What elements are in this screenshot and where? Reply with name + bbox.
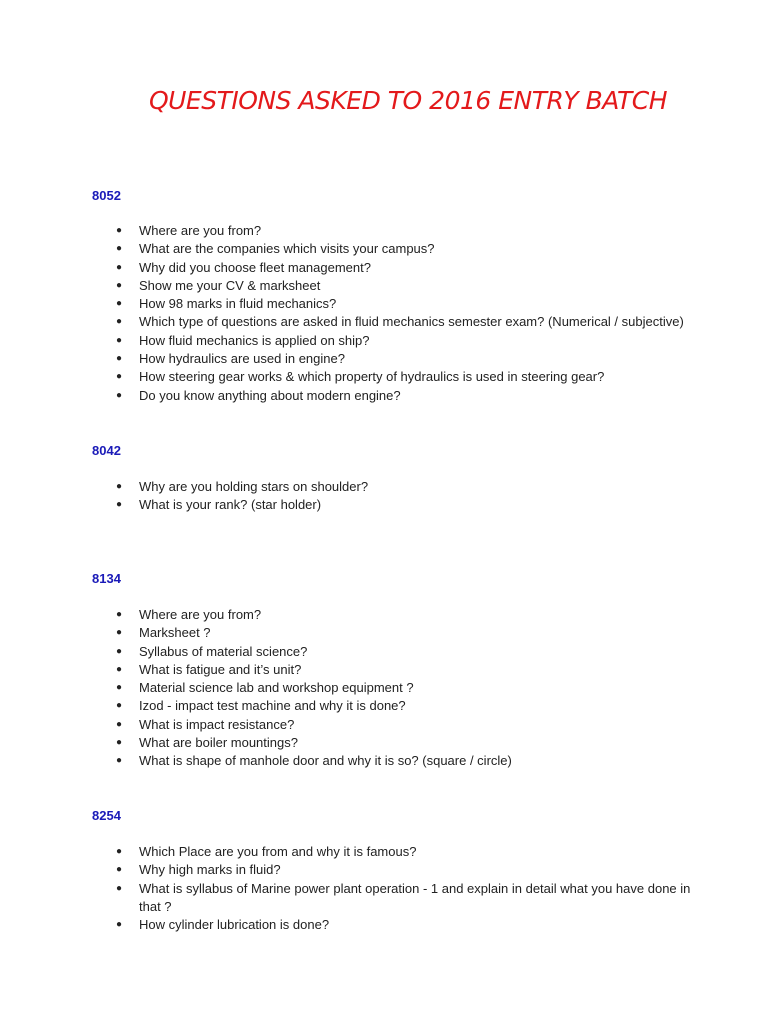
bullet-icon: ●	[116, 353, 123, 365]
question-item	[92, 295, 692, 313]
bullet-icon: ●	[116, 663, 123, 675]
question-list	[92, 222, 692, 405]
section-8254	[92, 807, 692, 934]
question-list	[92, 478, 692, 515]
bullet-icon: ●	[116, 682, 123, 694]
question-item	[92, 368, 692, 386]
bullet-icon: ●	[116, 243, 123, 255]
bullet-icon: ●	[116, 919, 123, 931]
question-item	[92, 661, 692, 679]
question-item	[92, 679, 692, 697]
bullet-icon: ●	[116, 737, 123, 749]
document-title: QUESTIONS ASKED TO 2016 ENTRY BATCH	[148, 86, 668, 115]
question-text: Which Place are you from and why it is famous?	[139, 844, 417, 859]
question-item	[92, 259, 692, 277]
question-text: How steering gear works & which property of hydraulics is used in steering gear?	[139, 369, 605, 385]
question-item	[92, 916, 692, 934]
question-item	[92, 606, 692, 624]
question-text: How hydraulics are used in engine?	[139, 351, 345, 367]
question-item	[92, 332, 692, 350]
question-text: What is your rank? (star holder)	[139, 497, 322, 513]
question-text: What are the companies which visits your campus?	[139, 241, 435, 257]
section-8052	[92, 187, 692, 405]
bullet-icon: ●	[116, 225, 123, 236]
bullet-icon: ●	[116, 499, 123, 511]
question-text: Why did you choose fleet management?	[139, 259, 371, 275]
question-item	[92, 861, 692, 879]
question-item	[92, 478, 692, 496]
question-text: What are boiler mountings?	[139, 735, 298, 751]
bullet-icon: ●	[116, 609, 123, 620]
section-code: 8254	[92, 808, 121, 823]
question-list	[92, 843, 692, 934]
question-item	[92, 313, 692, 331]
question-item	[92, 752, 692, 770]
question-text: What is fatigue and it’s unit?	[139, 661, 302, 677]
question-text: How 98 marks in fluid mechanics?	[139, 296, 337, 312]
question-item	[92, 697, 692, 715]
question-item	[92, 624, 692, 642]
section-8042	[92, 442, 692, 515]
bullet-icon: ●	[116, 334, 123, 346]
question-item	[92, 240, 692, 258]
question-text: What is syllabus of Marine power plant operation - 1 and explain in detail what you have done in that ?	[139, 880, 691, 914]
question-text: How fluid mechanics is applied on ship?	[139, 332, 370, 348]
question-item	[92, 716, 692, 734]
bullet-icon: ●	[116, 882, 123, 894]
question-text: Show me your CV & marksheet	[139, 277, 321, 293]
question-item	[92, 843, 692, 861]
question-text: What is shape of manhole door and why it is so? (square / circle)	[139, 753, 512, 769]
bullet-icon: ●	[116, 645, 123, 657]
bullet-icon: ●	[116, 298, 123, 310]
bullet-icon: ●	[116, 700, 123, 712]
section-code: 8042	[92, 443, 121, 458]
bullet-icon: ●	[116, 371, 123, 383]
question-item	[92, 496, 692, 514]
bullet-icon: ●	[116, 627, 123, 639]
question-text: Marksheet ?	[139, 625, 211, 641]
question-item	[92, 277, 692, 295]
question-text: Where are you from?	[139, 607, 262, 622]
section-code: 8052	[92, 188, 121, 203]
bullet-icon: ●	[116, 755, 123, 767]
question-item	[92, 734, 692, 752]
question-text: How cylinder lubrication is done?	[139, 917, 330, 933]
section-code: 8134	[92, 571, 121, 586]
question-text: What is impact resistance?	[139, 716, 295, 732]
question-text: Do you know anything about modern engine?	[139, 387, 401, 403]
question-text: Which type of questions are asked in fluid mechanics semester exam? (Numerical / subjective)	[139, 314, 684, 330]
question-item	[92, 222, 692, 240]
question-item	[92, 880, 692, 917]
bullet-icon: ●	[116, 481, 123, 492]
question-text: Material science lab and workshop equipment ?	[139, 680, 414, 696]
question-text: Syllabus of material science?	[139, 643, 308, 659]
section-8134	[92, 570, 692, 771]
question-text: Where are you from?	[139, 223, 262, 238]
bullet-icon: ●	[116, 261, 123, 273]
bullet-icon: ●	[116, 864, 123, 876]
question-text: Why are you holding stars on shoulder?	[139, 479, 369, 494]
bullet-icon: ●	[116, 718, 123, 730]
question-text: Izod - impact test machine and why it is done?	[139, 698, 406, 714]
question-item	[92, 350, 692, 368]
question-item	[92, 387, 692, 405]
bullet-icon: ●	[116, 389, 123, 401]
bullet-icon: ●	[116, 846, 123, 857]
question-item	[92, 643, 692, 661]
question-list	[92, 606, 692, 771]
bullet-icon: ●	[116, 316, 123, 328]
question-text: Why high marks in fluid?	[139, 862, 281, 878]
bullet-icon: ●	[116, 279, 123, 291]
